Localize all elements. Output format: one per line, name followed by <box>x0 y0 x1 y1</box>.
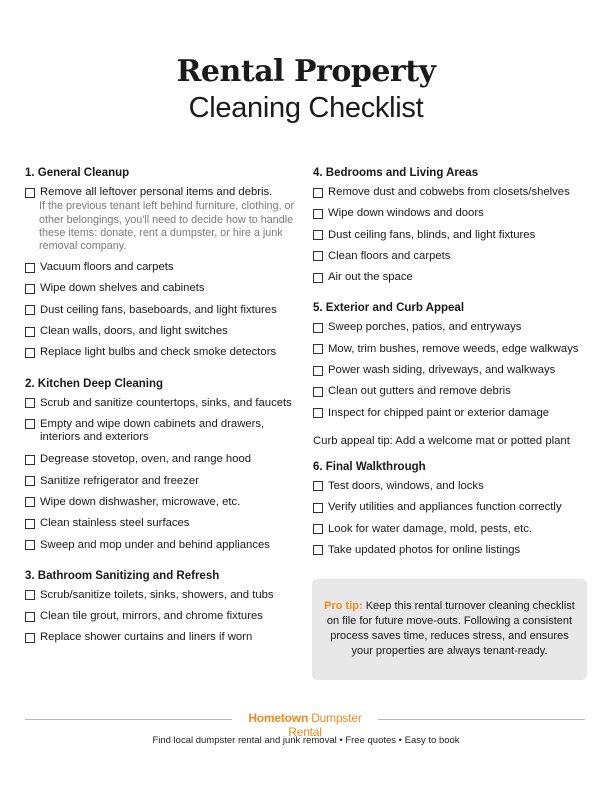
checklist-item[interactable] <box>25 589 310 610</box>
checkbox[interactable] <box>313 251 323 261</box>
item-label: Clean out gutters and remove debris <box>328 385 511 398</box>
section-heading: 5. Exterior and Curb Appeal <box>313 302 465 315</box>
right-column <box>313 165 598 565</box>
checkbox[interactable] <box>25 455 35 465</box>
section-exterior <box>313 300 598 458</box>
checkbox[interactable] <box>25 633 35 643</box>
checkbox[interactable] <box>25 188 35 198</box>
brand-name-bold: Hometown <box>248 711 309 725</box>
checklist-item[interactable] <box>313 186 598 207</box>
section-heading: 1. General Cleanup <box>25 167 130 179</box>
footer-divider-right <box>378 719 585 720</box>
checkbox[interactable] <box>313 524 323 534</box>
checklist-item[interactable] <box>313 523 598 544</box>
item-label: Sweep and mop under and behind appliances <box>40 538 270 551</box>
checkbox[interactable] <box>25 398 35 408</box>
section-heading: 2. Kitchen Deep Cleaning <box>25 377 164 390</box>
checkbox[interactable] <box>25 263 35 273</box>
checkbox[interactable] <box>25 327 35 337</box>
item-label: Remove dust and cobwebs from closets/shelves <box>328 186 570 198</box>
item-label: Mow, trim bushes, remove weeds, edge walkways <box>328 342 579 355</box>
item-label: Scrub/sanitize toilets, sinks, showers, and tubs <box>40 588 274 601</box>
checklist-item[interactable] <box>25 475 310 496</box>
section-bathroom <box>25 568 310 653</box>
checkbox[interactable] <box>313 481 323 491</box>
checkbox[interactable] <box>25 348 35 358</box>
section-heading: 6. Final Walkthrough <box>313 460 426 473</box>
checkbox[interactable] <box>25 284 35 294</box>
checkbox[interactable] <box>25 540 35 550</box>
item-label: Wipe down windows and doors <box>328 207 484 220</box>
brand-name-rest: Dumpster Rental <box>288 711 362 739</box>
checklist-item[interactable] <box>25 346 310 367</box>
section-heading: 3. Bathroom Sanitizing and Refresh <box>25 569 220 582</box>
footer-divider-left <box>25 719 232 720</box>
checklist-item[interactable] <box>25 397 310 418</box>
checkbox[interactable] <box>25 305 35 315</box>
checkbox[interactable] <box>313 503 323 513</box>
tip-text: Add a welcome mat or potted plant <box>392 434 570 447</box>
item-label: Scrub and sanitize countertops, sinks, and faucets <box>40 396 292 409</box>
checklist-item[interactable] <box>25 610 310 631</box>
item-label: Remove all leftover personal items and debris. <box>40 186 273 198</box>
footer-text: Find local dumpster rental and junk removal • Free quotes • Easy to book <box>152 735 460 746</box>
checklist-item[interactable] <box>25 453 310 474</box>
item-label: Clean tile grout, mirrors, and chrome fixtures <box>40 610 263 623</box>
checklist-item[interactable] <box>313 271 598 292</box>
left-column <box>25 165 310 653</box>
checkbox[interactable] <box>313 323 323 333</box>
section-note: If the previous tenant left behind furniture, clothing, or other belongings, you'll need to decide how to handle these items: donate, rent a dumpster, or hire a junk removal company. <box>39 200 295 252</box>
item-label: Replace light bulbs and check smoke detectors <box>40 346 277 359</box>
checkbox[interactable] <box>313 230 323 240</box>
item-label: Look for water damage, mold, pests, etc. <box>328 522 533 535</box>
item-label: Sanitize refrigerator and freezer <box>40 474 199 487</box>
section-kitchen <box>25 376 310 560</box>
curb-appeal-tip <box>313 434 598 459</box>
item-label: Wipe down shelves and cabinets <box>40 282 205 295</box>
item-label: Test doors, windows, and locks <box>328 479 484 492</box>
item-label: Sweep porches, patios, and entryways <box>328 321 522 334</box>
checklist-item[interactable] <box>313 364 598 385</box>
checkbox[interactable] <box>313 366 323 376</box>
item-label: Wipe down dishwasher, microwave, etc. <box>40 495 241 508</box>
item-label: Vacuum floors and carpets <box>40 261 174 274</box>
item-label: Replace shower curtains and liners if worn <box>40 631 253 644</box>
pro-tip-box <box>312 579 587 680</box>
item-label: Empty and wipe down cabinets and drawers, interiors and exteriors <box>40 417 265 444</box>
pro-tip-label: Pro tip: <box>324 600 363 612</box>
checkbox[interactable] <box>313 344 323 354</box>
checklist-item[interactable] <box>313 385 598 406</box>
checklist-item[interactable] <box>313 407 598 428</box>
checklist-item[interactable] <box>25 261 310 282</box>
checkbox[interactable] <box>25 612 35 622</box>
checkbox[interactable] <box>25 476 35 486</box>
checklist-item[interactable] <box>313 250 598 271</box>
checklist-item[interactable] <box>25 517 310 538</box>
item-label: Verify utilities and appliances function correctly <box>328 501 562 514</box>
checkbox[interactable] <box>25 590 35 600</box>
checkbox[interactable] <box>313 188 323 198</box>
checklist-item[interactable] <box>313 501 598 522</box>
pro-tip-text: Keep this rental turnover cleaning checklist on file for future move-outs. Following a consistent process saves time, reduces stress, and ensures your properties are always tenant-ready. <box>326 600 575 657</box>
section-heading: 4. Bedrooms and Living Areas <box>313 167 479 179</box>
page-subtitle: Cleaning Checklist <box>188 92 424 124</box>
checklist-item[interactable] <box>25 539 310 560</box>
checkbox[interactable] <box>25 519 35 529</box>
checkbox[interactable] <box>313 209 323 219</box>
checklist-item[interactable] <box>25 325 310 346</box>
checklist-item[interactable] <box>313 229 598 250</box>
item-label: Power wash siding, driveways, and walkways <box>328 364 556 377</box>
item-label: Inspect for chipped paint or exterior damage <box>328 406 550 419</box>
item-label: Clean walls, doors, and light switches <box>40 325 228 337</box>
item-label: Dust ceiling fans, baseboards, and light fixtures <box>40 303 277 316</box>
checkbox[interactable] <box>313 408 323 418</box>
checklist-item[interactable] <box>25 282 310 303</box>
checklist-item[interactable] <box>25 418 310 454</box>
checklist-item[interactable] <box>313 343 598 364</box>
item-label: Degrease stovetop, oven, and range hood <box>40 453 252 466</box>
checklist-item[interactable] <box>25 304 310 325</box>
checkbox[interactable] <box>313 387 323 397</box>
page-title: Rental Property <box>176 54 436 89</box>
item-label: Take updated photos for online listings <box>328 543 521 556</box>
section-final-walkthrough <box>313 459 598 565</box>
checklist-item[interactable] <box>313 321 598 342</box>
checklist-item[interactable] <box>313 544 598 565</box>
checkbox[interactable] <box>313 273 323 283</box>
item-label: Air out the space <box>328 271 413 284</box>
checklist-item[interactable] <box>25 496 310 517</box>
tip-label: Curb appeal tip: <box>313 434 393 447</box>
checklist-item[interactable] <box>25 631 310 652</box>
item-label: Dust ceiling fans, blinds, and light fixtures <box>328 228 536 241</box>
item-label: Clean floors and carpets <box>328 249 451 262</box>
item-label: Clean stainless steel surfaces <box>40 517 190 530</box>
checkbox[interactable] <box>25 497 35 507</box>
checkbox[interactable] <box>25 419 35 429</box>
checklist-item[interactable] <box>313 480 598 501</box>
checkbox[interactable] <box>313 545 323 555</box>
section-bedrooms <box>313 165 598 292</box>
section-general-cleanup <box>25 165 310 368</box>
checklist-item[interactable] <box>313 207 598 228</box>
